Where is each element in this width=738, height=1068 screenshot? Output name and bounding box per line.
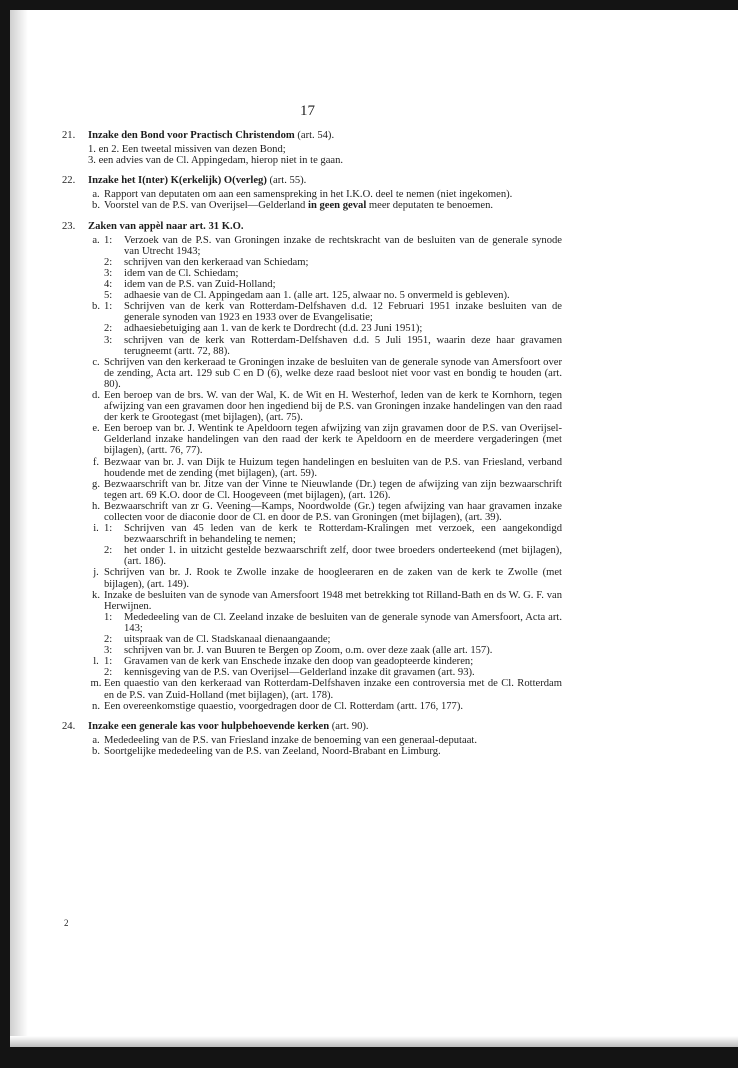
sub-item: 2: kennisgeving van de P.S. van Overijsel—Gelderland inzake dit gravamen (art. 93). [104,667,475,679]
item-text: Bezwaar van br. J. van Dijk te Huizum tegen handelingen en besluiten van de P.S. van Friesland, verband houdende met de zending (met bijlagen), (art. 59). [104,456,562,479]
item-label: n. [92,700,100,712]
section-heading [62,721,562,732]
item-text: Een beroep van de brs. W. van der Wal, K. de Wit en H. Westerhof, leden van de kerk te Kornhorn, tegen afwijzing van een gravamen door hen ingediend bij de P.S. van Groningen inzake handelingen van den raad der kerk te Grootegast (met bijlagen), (art. 75). [104,389,562,424]
item-label: d. [92,389,100,401]
item-text: Voorstel van de P.S. van Overijsel—Gelderland [104,200,308,212]
item-label: k. [92,589,100,601]
page-number: 17 [300,103,315,119]
item-label: l. [93,656,99,668]
list-item [62,590,562,657]
section-number: 22. [62,175,76,187]
section-22 [62,175,562,211]
item-label: a. [92,189,100,201]
list-item [62,301,562,356]
section-23 [62,221,562,712]
list-item [62,523,562,567]
item-emphasis: in geen geval [308,200,367,212]
sub-item: 2: adhaesiebetuiging aan 1. van de kerk te Dordrecht (d.d. 23 Juni 1951); [104,323,423,335]
list-item [62,678,562,700]
list-item [62,457,562,479]
item-text: Soortgelijke mededeeling van de P.S. van Zeeland, Noord-Brabant en Limburg. [104,745,441,757]
item-label: b. [92,301,100,313]
item-label: m. [90,678,102,690]
list-item [62,423,562,456]
sub-item: 1: Mededeeling van de Cl. Zeeland inzake de besluiten van de generale synode van Amersfoort, Acta art. 143; [104,611,562,634]
item-label: b. [92,745,100,757]
list-item [62,200,562,211]
list-item [62,746,562,757]
item-label: a. [92,234,100,246]
page-content [62,130,562,766]
item-label: f. [92,456,100,468]
item-label: b. [92,200,100,212]
list-item [62,390,562,423]
section-heading [62,130,562,141]
item-text: Een beroep van br. J. Wentink te Apeldoorn tegen afwijzing van zijn gravamen door de P.S. van Overijsel-Gelderland inzake handelingen van den raad der kerk te Apeldoorn en de meerdere vergaderingen (met bijlagen), (artt. 76, 77). [104,423,562,457]
item-text: Een quaestio van den kerkeraad van Rotterdam-Delfshaven inzake een controversia met de Cl. Rotterdam en de P.S. van Zuid-Holland (met bijlagen), (art. 178). [104,678,562,701]
item-text: Bezwaarschrift van br. Jitze van der Vinne te Nieuwlande (Dr.) tegen de afwijzing van zijn bezwaarschrift tegen art. 69 K.O. door de Cl. Hoogeveen (met bijlagen), (art. 126). [104,478,562,501]
sub-item: 3: schrijven van de kerk van Rotterdam-Delfshaven d.d. 5 Juli 1951, waarin deze haar gravamen terugneemt (artt. 72, 88). [104,334,562,357]
section-number: 21. [62,130,76,141]
item-text: Inzake de besluiten van de synode van Amersfoort 1948 met betrekking tot Rilland-Bath en ds W. G. F. van Herwijnen. [104,589,562,612]
sub-item: 1: Verzoek van de P.S. van Groningen inzake de rechtskracht van de besluiten van de generale synode van Utrecht 1943; [104,234,562,257]
section-number: 24. [62,720,76,732]
item-text: Schrijven van br. J. Rook te Zwolle inzake de hoogleeraren en de zaken van de kerk te Zwolle (met bijlagen), (art. 149). [104,567,562,590]
section-title: Inzake den Bond voor Practisch Christendom [88,130,295,141]
item-label: h. [92,500,100,512]
list-item [62,479,562,501]
section-line: 3. een advies van de Cl. Appingedam, hierop niet in te gaan. [88,155,344,167]
section-line: 1. en 2. Een tweetal missiven van dezen Bond; [88,144,286,156]
section-21 [62,130,562,166]
sub-item: 1: Gravamen van de kerk van Enschede inzake den doop van geadopteerde kinderen; [104,656,474,668]
sub-item: 4: idem van de P.S. van Zuid-Holland; [104,279,276,291]
section-reference: (art. 90). [329,720,369,732]
sub-item: 1: Schrijven van de kerk van Rotterdam-Delfshaven d.d. 12 Februari 1951 inzake besluiten van de generale synoden van 1923 en 1933 over de Evangelisatie; [104,301,562,324]
section-reference: (art. 54). [294,130,335,141]
sub-item: 2: uitspraak van de Cl. Stadskanaal dienaangaande; [104,634,331,646]
item-label: j. [93,567,99,579]
section-title: Inzake het I(nter) K(erkelijk) O(verleg) [88,175,267,187]
section-title: Zaken van appèl naar art. 31 K.O. [88,220,244,232]
list-item [62,235,562,302]
item-text: Een overeenkomstige quaestio, voorgedragen door de Cl. Rotterdam (artt. 176, 177). [104,700,464,712]
list-item [62,189,562,200]
item-label: i. [93,523,99,535]
item-label: a. [92,734,100,746]
item-label: g. [92,478,100,490]
list-item [62,701,562,712]
section-heading [62,175,562,186]
sub-item: 5: adhaesie van de Cl. Appingedam aan 1. (alle art. 125, alwaar no. 5 onvermeld is gebleven). [104,290,510,302]
item-text: Schrijven van den kerkeraad te Groningen inzake de besluiten van de generale synode van Amersfoort over de zending, Acta art. 129 sub C en D (6), welke deze raad besloot niet voor vast en bondig te houden (art. 80). [104,356,562,390]
section-title: Inzake een generale kas voor hulpbehoevende kerken [88,720,330,732]
item-text: Rapport van deputaten om aan een samenspreking in het I.K.O. deel te nemen (niet ingekomen). [104,189,513,201]
scan-shadow-bottom [10,1036,738,1047]
section-reference: (art. 55). [266,175,307,187]
sub-item: 2: schrijven van den kerkeraad van Schiedam; [104,256,309,268]
scan-border-top [0,0,738,10]
sub-item: 2: het onder 1. in uitzicht gestelde bezwaarschrift zelf, door twee broeders onderteekend (met bijlagen), (art. 186). [104,545,562,568]
section-24 [62,721,562,757]
scan-shadow-left [10,10,28,1047]
item-label: c. [92,356,100,368]
scan-border-left [0,0,10,1068]
sub-item: 3: idem van de Cl. Schiedam; [104,267,239,279]
item-text: Bezwaarschrift van zr G. Veening—Kamps, Noordwolde (Gr.) tegen afwijzing van haar gravamen inzake collecten voor de diaconie door de Cl. en door de P.S. van Groningen (met bijlagen), (art. 39). [104,500,562,523]
list-item [62,735,562,746]
list-item [62,567,562,589]
section-number: 23. [62,220,76,232]
list-item [62,357,562,390]
item-text: meer deputaten te benoemen. [366,200,494,212]
section-heading [62,221,562,232]
list-item [62,501,562,523]
sub-item: 1: Schrijven van 45 leden van de kerk te Rotterdam-Kralingen met verzoek, een aangekondigd bezwaarschrift in behandeling te nemen; [104,523,562,546]
sub-item: 3: schrijven van br. J. van Buuren te Bergen op Zoom, o.m. over deze zaak (alle art. 157). [104,645,493,657]
list-item [62,656,562,678]
item-text: Mededeeling van de P.S. van Friesland inzake de benoeming van een generaal-deputaat. [104,734,477,746]
item-label: e. [92,423,100,435]
signature-mark: 2 [64,918,69,928]
scan-border-bottom [0,1047,738,1068]
